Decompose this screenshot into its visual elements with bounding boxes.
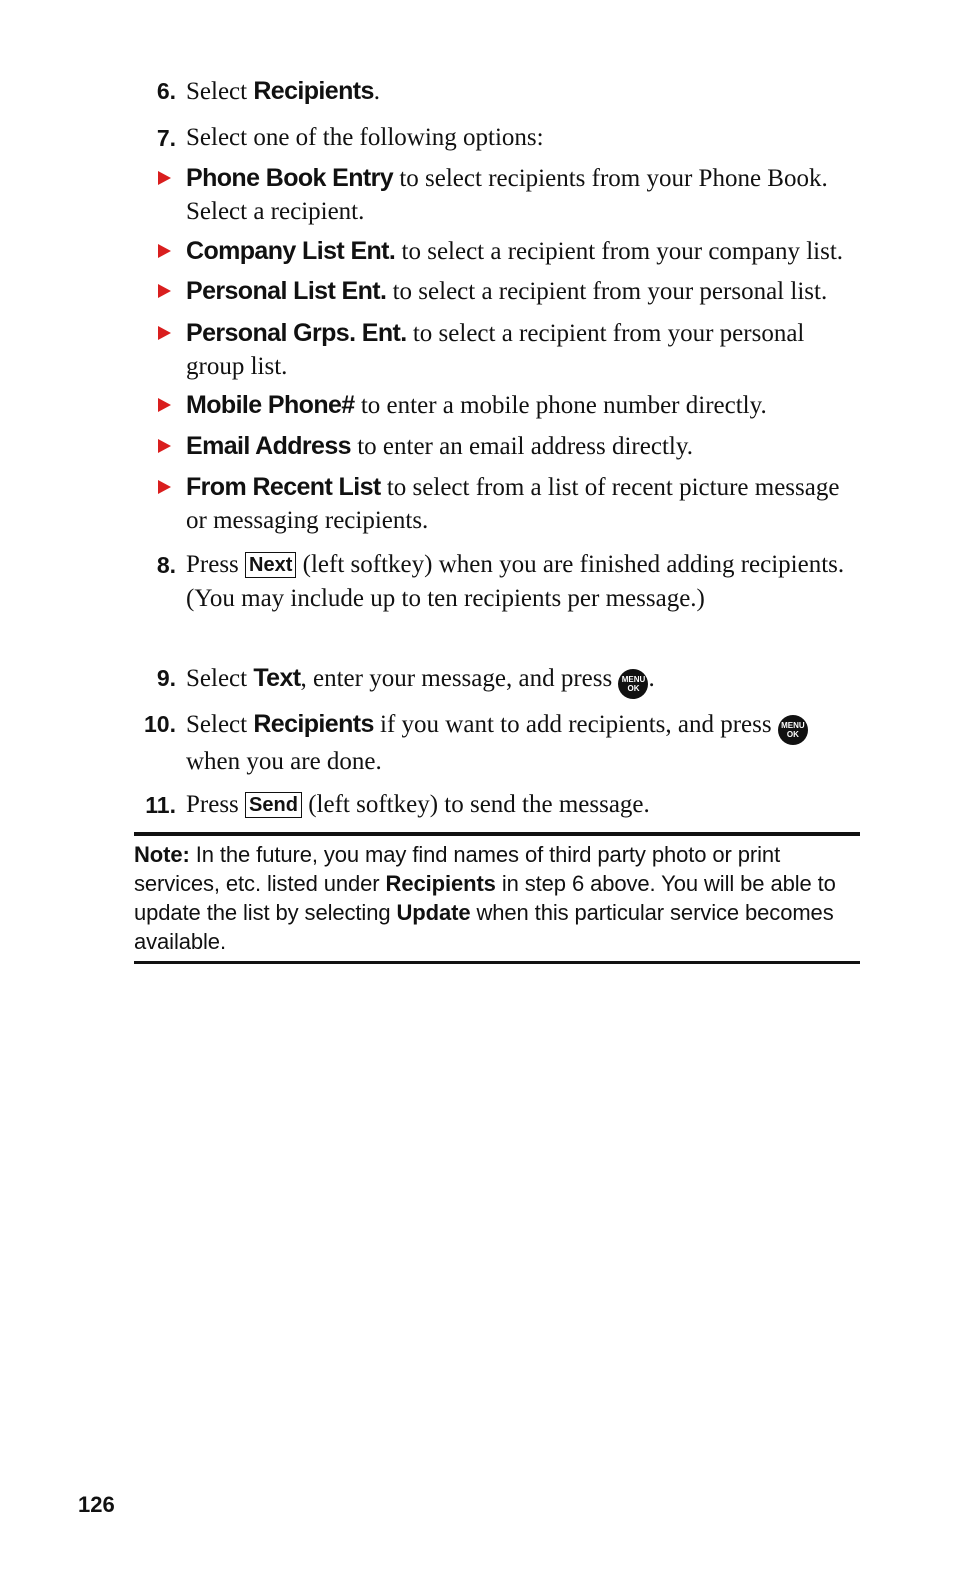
page-number: 126 [78,1492,115,1517]
next-softkey: Next [245,552,296,578]
step-number: 11. [145,792,176,818]
step-number: 9. [156,665,176,691]
step-number: 6. [156,78,176,104]
step-text: Press Next (left softkey) when you are finished adding recipients. (You may include up to ten recipients per message.) [186,551,845,612]
bullet-arrow-icon [158,398,171,412]
bullet-arrow-icon [158,244,171,258]
bullet-arrow-icon [158,439,171,453]
step-text: Select Recipients. [186,77,381,105]
menu-ok-icon: MENU OK [618,669,648,699]
note-box: Note: In the future, you may find names of third party photo or print services, etc. listed under Recipients in step 6 above. You will be able to update the list by selecting Update when this particular service becomes available. [134,842,836,954]
step-number: 8. [156,552,176,578]
send-softkey: Send [245,792,302,818]
bullet-arrow-icon [158,171,171,185]
step-number: 10. [144,711,176,737]
bold-term: Recipients [253,77,374,105]
step-number: 7. [156,125,176,151]
step-text: Select Recipients if you want to add recipients, and press MENU OK when you are done. [186,707,856,779]
bullet-arrow-icon [158,284,171,298]
note-bottom-rule [134,961,860,964]
bullet-arrow-icon [158,480,171,494]
step-text: Press Send (left softkey) to send the message. [186,791,650,818]
note-top-rule [134,832,860,836]
step-text: Select Text, enter your message, and press MENU OK . [186,661,856,699]
note-label: Note: [134,842,190,867]
bullet-arrow-icon [158,326,171,340]
menu-ok-icon: MENU OK [778,715,808,745]
step-text: Select one of the following options: [186,124,544,151]
